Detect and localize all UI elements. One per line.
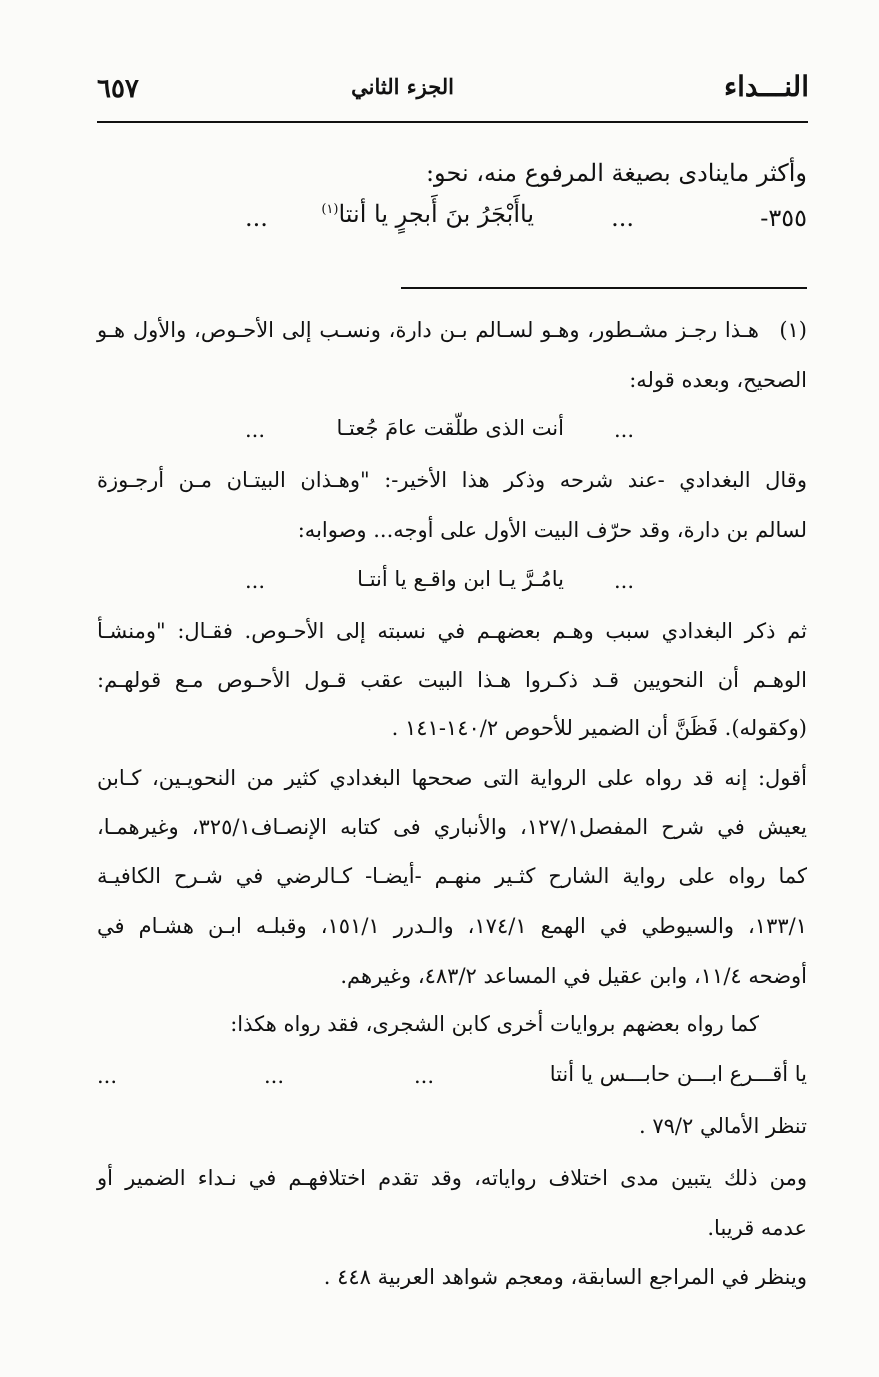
- verse-text-content: ياأَبْجَرُ بنَ أَبجرٍ يا أنتا: [338, 200, 534, 228]
- quoted-verse: أنت الذى طلّقت عامَ جُعتـا: [336, 416, 564, 440]
- footnote-line: يعيش في شرح المفصل١٢٧/١، والأنباري فى كتابه الإنصـاف٣٢٥/١، وغيرهمـا،: [97, 815, 807, 839]
- footnote-line: وقال البغدادي -عند شرحه وذكر هذا الأخير-: "وهـذان البيتـان مـن أرجـوزة: [97, 468, 807, 492]
- part-label: الجزء الثاني: [351, 74, 454, 99]
- footnote-line: أقول: إنه قد رواه على الرواية التى صححها البغدادي كثير من النحويـين، كـابن: [97, 766, 807, 790]
- verse-dots-left: ...: [245, 418, 266, 442]
- verse-dots-right: ...: [613, 569, 634, 593]
- verse-dots-right: ...: [613, 418, 634, 442]
- footnote-line: عدمه قريبا.: [707, 1216, 807, 1240]
- intro-text: وأكثر ماينادى بصيغة المرفوع منه، نحو:: [425, 159, 807, 187]
- footnote-line: تنظر الأمالي ٧٩/٢ .: [639, 1114, 807, 1138]
- footnote-marker: (١): [779, 318, 807, 342]
- footnote-line: ١٣٣/١، والسيوطي في الهمع ١٧٤/١، والـدرر ١٥١/١، وقبلـه ابـن هشـام في: [97, 914, 807, 938]
- footnote-line: أوضحه ١١/٤، وابن عقيل في المساعد ٤٨٣/٢، وغيرهم.: [340, 964, 807, 988]
- footnote-line: هـذا رجـز مشـطور، وهـو لسـالم بـن دارة، ونسـب إلى الأحـوص، والأول هـو: [97, 318, 759, 342]
- footnote-line: الصحيح، وبعده قوله:: [629, 368, 807, 392]
- verse-text: [321, 200, 534, 228]
- footnote-line: كما رواه بعضهم بروايات أخرى كابن الشجرى، فقد رواه هكذا:: [230, 1012, 759, 1036]
- verse-dots-right: ...: [413, 1064, 434, 1088]
- footnote-line: ثم ذكر البغدادي سبب وهـم بعضهـم في نسبته إلى الأحـوص. فقـال: "ومنشـأ: [97, 619, 807, 643]
- footnote-line: الوهـم أن النحويين قـد ذكـروا هـذا البيت عقب قـول الأحـوص مـع قولهـم:: [97, 668, 807, 692]
- verse-dots-right: ...: [611, 204, 634, 232]
- chapter-title: النـــداء: [723, 70, 809, 103]
- header-rule: [97, 121, 808, 123]
- footnote-reference: (١): [321, 202, 339, 217]
- footnote-rule: [401, 287, 807, 289]
- quoted-verse: يامُـرَّ يـا ابن واقـع يا أنتـا: [357, 567, 564, 591]
- footnote-line: ومن ذلك يتبين مدى اختلاف رواياته، وقد تقدم اختلافهـم في نـداء الضمير أو: [97, 1166, 807, 1190]
- verse-dots-middle: ...: [263, 1064, 284, 1088]
- page-number: ٦٥٧: [97, 74, 139, 104]
- verse-dots-left: ...: [97, 1064, 118, 1088]
- verse-dots-left: ...: [245, 204, 268, 232]
- footnote-line: كما رواه على رواية الشارح كثـير منهـم -أيضـا- كـالرضي في شـرح الكافيـة: [97, 864, 807, 888]
- verse-number: ٣٥٥-: [760, 204, 807, 232]
- verse-dots-left: ...: [245, 569, 266, 593]
- footnote-line: وينظر في المراجع السابقة، ومعجم شواهد العربية ٤٤٨ .: [323, 1265, 807, 1289]
- footnote-line: (وكقوله). فَظَنَّ أن الضمير للأحوص ١٤٠/٢-١٤١ .: [391, 716, 807, 740]
- quoted-verse: يا أقـــرع ابـــن حابـــس يا أنتا: [549, 1062, 807, 1086]
- footnote-line: لسالم بن دارة، وقد حرّف البيت الأول على أوجه... وصوابه:: [297, 518, 807, 542]
